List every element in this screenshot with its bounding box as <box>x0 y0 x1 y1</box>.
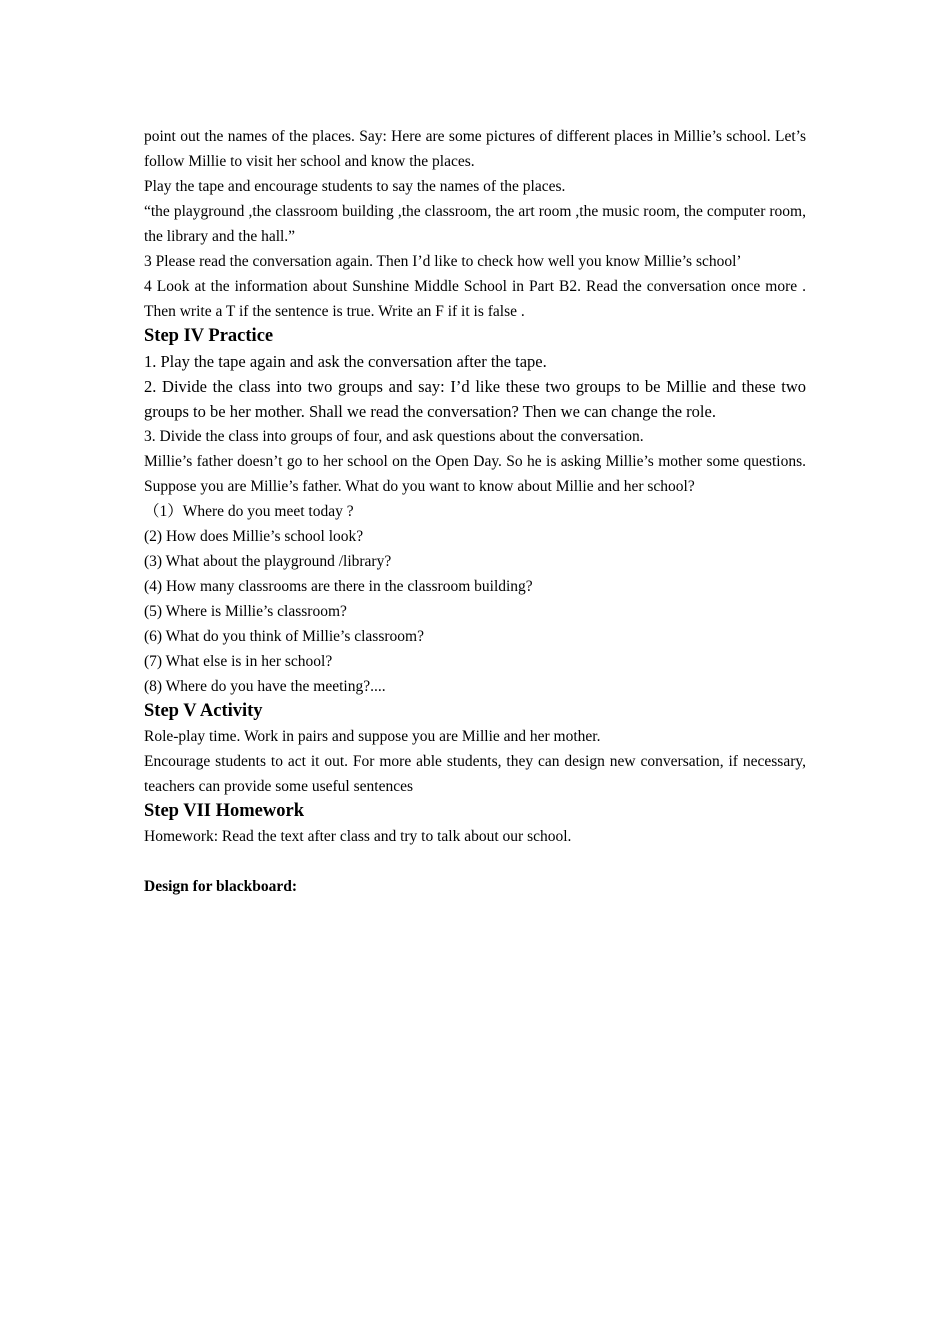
step-5-heading: Step V Activity <box>144 701 263 721</box>
question-4: (4) How many classrooms are there in the classroom building? <box>144 578 533 595</box>
intro-paragraph-4: 3 Please read the conversation again. Then I’d like to check how well you know Millie’s school’ <box>144 253 742 270</box>
intro-paragraph-5: 4 Look at the information about Sunshine Middle School in Part B2. Read the conversation once more . Then write a T if the sentence is true. Write an F if it is false . <box>144 278 806 320</box>
blank-line <box>144 849 806 874</box>
intro-paragraph-2: Play the tape and encourage students to say the names of the places. <box>144 178 566 195</box>
question-7: (7) What else is in her school? <box>144 653 333 670</box>
step-4-heading: Step IV Practice <box>144 326 274 346</box>
step-4-item-1: 1. Play the tape again and ask the conversation after the tape. <box>144 352 547 371</box>
document-page <box>144 124 806 899</box>
step-4-item-2: 2. Divide the class into two groups and say: I’d like these two groups to be Millie and these two groups to be her mother. Shall we read the conversation? Then we can change the role. <box>144 377 806 421</box>
intro-paragraph-3: “the playground ,the classroom building ,the classroom, the art room ,the music room, the computer room, the library and the hall.” <box>144 203 806 245</box>
question-8: (8) Where do you have the meeting?.... <box>144 678 386 695</box>
question-3: (3) What about the playground /library? <box>144 553 392 570</box>
step-4-item-3: 3. Divide the class into groups of four, and ask questions about the conversation. <box>144 428 644 445</box>
step-7-paragraph-1: Homework: Read the text after class and try to talk about our school. <box>144 828 572 845</box>
step-7-heading: Step VII Homework <box>144 801 304 821</box>
question-6: (6) What do you think of Millie’s classroom? <box>144 628 424 645</box>
step-5-paragraph-1: Role-play time. Work in pairs and suppose you are Millie and her mother. <box>144 728 601 745</box>
blackboard-design-label: Design for blackboard: <box>144 878 298 895</box>
question-5: (5) Where is Millie’s classroom? <box>144 603 347 620</box>
step-5-paragraph-2: Encourage students to act it out. For more able students, they can design new conversation, if necessary, teachers can provide some useful sentences <box>144 753 806 795</box>
question-1: （1）Where do you meet today ? <box>144 503 354 520</box>
question-2: (2) How does Millie’s school look? <box>144 528 364 545</box>
step-4-context: Millie’s father doesn’t go to her school on the Open Day. So he is asking Millie’s mother some questions. Suppose you are Millie’s father. What do you want to know about Millie and her school? <box>144 453 806 495</box>
intro-paragraph-1: point out the names of the places. Say: Here are some pictures of different places in Millie’s school. Let’s follow Millie to visit her school and know the places. <box>144 128 806 170</box>
